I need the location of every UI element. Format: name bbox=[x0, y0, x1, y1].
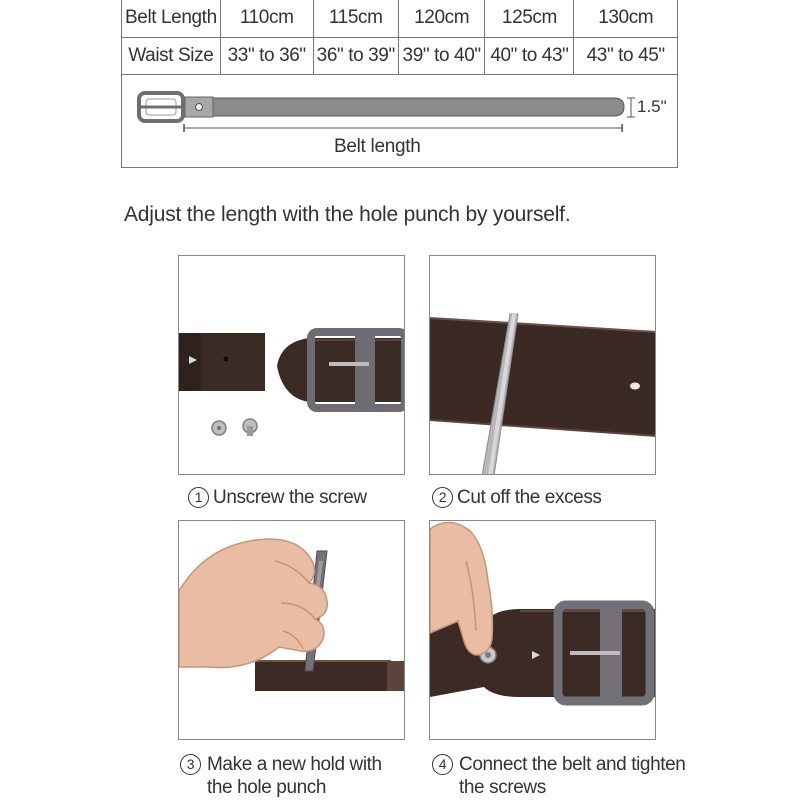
step-text: Cut off the excess bbox=[457, 487, 602, 508]
size-chart bbox=[121, 0, 678, 168]
belt-piece-shape bbox=[255, 661, 405, 691]
belt-end-shape bbox=[277, 338, 405, 402]
step-2-photo bbox=[429, 255, 656, 475]
hand-shape bbox=[179, 539, 327, 668]
step-3-caption bbox=[180, 753, 400, 799]
instruction-heading: Adjust the length with the hole punch by yourself. bbox=[124, 203, 571, 226]
table-cell: 33" to 36" bbox=[220, 37, 313, 74]
screw-icon bbox=[196, 104, 203, 111]
table-cell: 36" to 39" bbox=[313, 37, 398, 74]
step-1-photo bbox=[178, 255, 405, 475]
row-header-waist-size: Waist Size bbox=[122, 37, 220, 74]
step-number: 2 bbox=[432, 487, 453, 508]
belt-strap-shape bbox=[184, 98, 624, 116]
step-3-photo bbox=[178, 520, 405, 740]
step-text: Make a new hold with the hole punch bbox=[207, 754, 382, 798]
table-cell: 40" to 43" bbox=[485, 37, 574, 74]
table-cell: 43" to 45" bbox=[574, 37, 677, 74]
table-cell: 125cm bbox=[485, 0, 574, 37]
step-1-caption bbox=[188, 486, 367, 509]
table-cell: 110cm bbox=[220, 0, 313, 37]
table-cell: 39" to 40" bbox=[398, 37, 485, 74]
belt-length-label: Belt length bbox=[334, 136, 421, 157]
belt-strap-shape bbox=[430, 318, 656, 436]
step-text: Connect the belt and tighten the screws bbox=[459, 754, 686, 798]
row-header-belt-length: Belt Length bbox=[122, 0, 220, 37]
table-cell: 130cm bbox=[574, 0, 677, 37]
step-4-photo bbox=[429, 520, 656, 740]
step-number: 4 bbox=[432, 754, 453, 775]
step-number: 1 bbox=[188, 487, 209, 508]
table-cell: 115cm bbox=[313, 0, 398, 37]
step-number: 3 bbox=[180, 754, 201, 775]
step-4-caption bbox=[432, 753, 692, 799]
step-text: Unscrew the screw bbox=[213, 487, 367, 508]
table-cell: 120cm bbox=[398, 0, 485, 37]
step-2-caption bbox=[432, 486, 602, 509]
belt-width-label: 1.5" bbox=[637, 97, 667, 116]
